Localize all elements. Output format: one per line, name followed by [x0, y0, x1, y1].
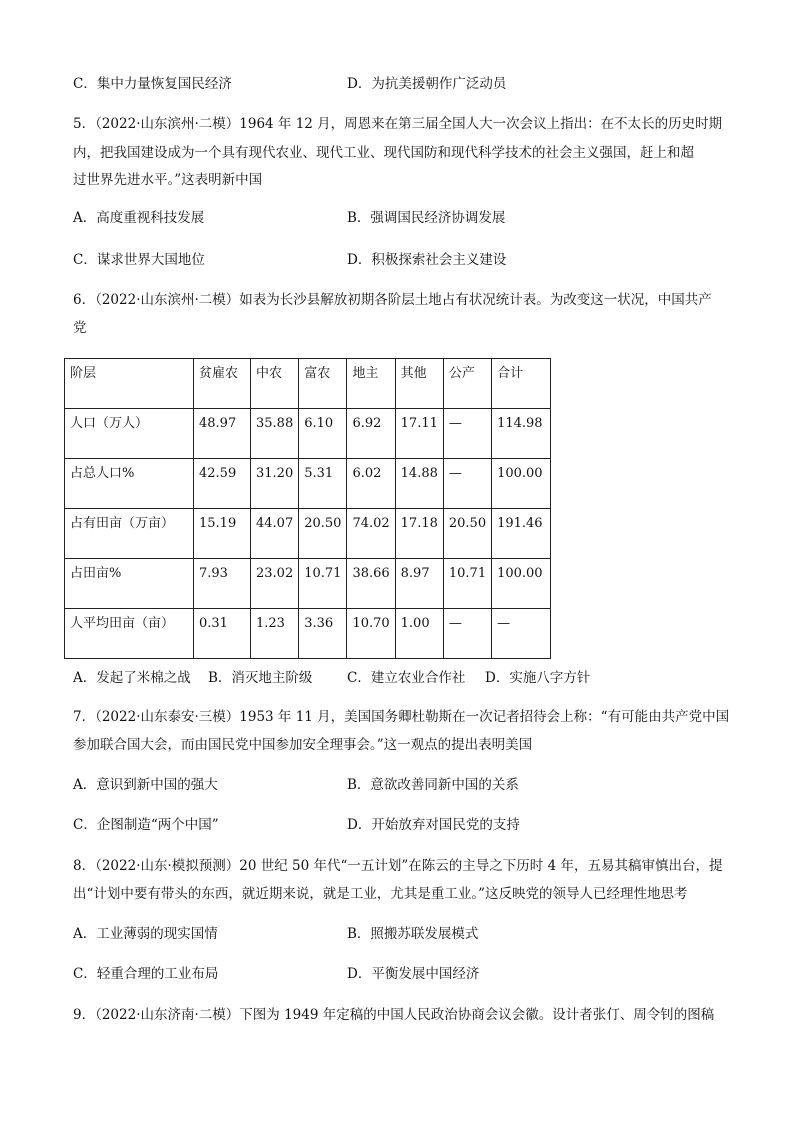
q6-option-d: D．实施八字方针 — [485, 670, 591, 686]
q5-stem-line2: 内，把我国建设成为一个具有现代农业、现代工业、现代国防和现代科学技术的社会主义强国，赶上和超 — [73, 145, 694, 161]
table-cell: 48.97 — [194, 409, 251, 459]
q8-option-d: D．平衡发展中国经济 — [347, 966, 480, 982]
table-row — [65, 559, 551, 609]
table-header-cell: 阶层 — [65, 359, 194, 409]
table-cell: 1.00 — [395, 609, 443, 659]
table-cell: 35.88 — [251, 409, 299, 459]
table-cell: 占总人口% — [65, 459, 194, 509]
q7-option-c: C．企图制造“两个中国” — [73, 817, 219, 833]
q5-option-c: C．谋求世界大国地位 — [73, 252, 205, 268]
table-cell: 6.02 — [347, 459, 395, 509]
table-cell: 占有田亩（万亩） — [65, 509, 194, 559]
q5-option-b: B．强调国民经济协调发展 — [347, 210, 506, 226]
table-row — [65, 509, 551, 559]
table-row — [65, 409, 551, 459]
q5-stem-line3: 过世界先进水平。”这表明新中国 — [73, 172, 263, 188]
table-cell: 100.00 — [492, 459, 551, 509]
q5-stem-line1: 5．（2022·山东滨州·二模）1964 年 12 月，周恩来在第三届全国人大一次会议上指出：在不太长的历史时期 — [73, 116, 723, 132]
table-cell: 191.46 — [492, 509, 551, 559]
q8-stem-line2: 出“计划中要有带头的东西，就近期来说，就是工业，尤其是重工业。”这反映党的领导人已经理性地思考 — [73, 886, 688, 902]
table-header-row — [65, 359, 551, 409]
table-cell: 10.71 — [299, 559, 347, 609]
table-cell: 人口（万人） — [65, 409, 194, 459]
table-cell: 17.18 — [395, 509, 443, 559]
q8-option-b: B．照搬苏联发展模式 — [347, 926, 479, 942]
table-cell: — — [492, 609, 551, 659]
table-header-cell: 合计 — [492, 359, 551, 409]
table-cell: 15.19 — [194, 509, 251, 559]
table-cell: 10.71 — [443, 559, 491, 609]
table-cell: 44.07 — [251, 509, 299, 559]
q6-option-b: B．消灭地主阶级 — [208, 670, 313, 686]
q6-option-a: A．发起了米棉之战 — [73, 670, 191, 686]
table-header-cell: 富农 — [299, 359, 347, 409]
table-cell: 8.97 — [395, 559, 443, 609]
q8-stem-line1: 8．（2022·山东·模拟预测）20 世纪 50 年代“一五计划”在陈云的主导之下历时 4 年，五易其稿审慎出台，提 — [73, 858, 723, 874]
q5-option-d: D．积极探索社会主义建设 — [347, 252, 507, 268]
q8-option-c: C．轻重合理的工业布局 — [73, 966, 219, 982]
q9-stem-line1: 9．（2022·山东济南·二模）下图为 1949 年定稿的中国人民政治协商会议会徽。设计者张仃、周令钊的图稿 — [73, 1007, 715, 1023]
table-cell: 38.66 — [347, 559, 395, 609]
land-ownership-table — [64, 358, 551, 659]
table-cell: 10.70 — [347, 609, 395, 659]
table-cell: 114.98 — [492, 409, 551, 459]
table-header-cell: 其他 — [395, 359, 443, 409]
table-cell: 20.50 — [443, 509, 491, 559]
q6-option-c: C．建立农业合作社 — [347, 670, 466, 686]
table-cell: 0.31 — [194, 609, 251, 659]
q7-option-a: A．意识到新中国的强大 — [73, 777, 218, 793]
table-cell: 23.02 — [251, 559, 299, 609]
table-cell: 17.11 — [395, 409, 443, 459]
table-row — [65, 609, 551, 659]
q4-option-c: C．集中力量恢复国民经济 — [73, 76, 232, 92]
q7-stem-line2: 参加联合国大会，而由国民党中国参加安全理事会。”这一观点的提出表明美国 — [73, 737, 533, 753]
table-cell: 人平均田亩（亩） — [65, 609, 194, 659]
table-cell: 74.02 — [347, 509, 395, 559]
table-header-cell: 公产 — [443, 359, 491, 409]
table-row — [65, 459, 551, 509]
table-cell: 6.10 — [299, 409, 347, 459]
table-cell: 20.50 — [299, 509, 347, 559]
q6-stem-line2: 党 — [73, 320, 87, 336]
table-cell: 5.31 — [299, 459, 347, 509]
q5-option-a: A．高度重视科技发展 — [73, 210, 205, 226]
table-cell: 占田亩% — [65, 559, 194, 609]
q8-option-a: A．工业薄弱的现实国情 — [73, 926, 218, 942]
table-cell: — — [443, 409, 491, 459]
table-header-cell: 地主 — [347, 359, 395, 409]
q7-option-b: B．意欲改善同新中国的关系 — [347, 777, 519, 793]
table-cell: 7.93 — [194, 559, 251, 609]
table-cell: — — [443, 609, 491, 659]
table-header-cell: 中农 — [251, 359, 299, 409]
q7-stem-line1: 7．（2022·山东泰安·三模）1953 年 11 月，美国国务卿杜勒斯在一次记者招待会上称：“有可能由共产党中国 — [73, 709, 730, 725]
table-cell: 1.23 — [251, 609, 299, 659]
table-cell: 14.88 — [395, 459, 443, 509]
q4-option-d: D．为抗美援朝作广泛动员 — [347, 76, 507, 92]
q7-option-d: D．开始放弃对国民党的支持 — [347, 817, 520, 833]
table-cell: 3.36 — [299, 609, 347, 659]
table-header-cell: 贫雇农 — [194, 359, 251, 409]
table-cell: 100.00 — [492, 559, 551, 609]
table-cell: 42.59 — [194, 459, 251, 509]
table-cell: 6.92 — [347, 409, 395, 459]
table-cell: — — [443, 459, 491, 509]
q6-stem-line1: 6．（2022·山东滨州·二模）如表为长沙县解放初期各阶层土地占有状况统计表。为改变这一状况，中国共产 — [73, 292, 712, 308]
table-cell: 31.20 — [251, 459, 299, 509]
